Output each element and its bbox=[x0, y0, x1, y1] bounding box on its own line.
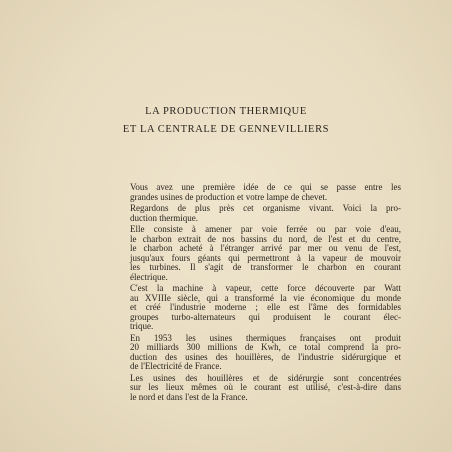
text-line: de l'Electricité de France. bbox=[130, 361, 222, 371]
paragraph bbox=[116, 374, 401, 403]
chapter-title bbox=[0, 103, 452, 139]
text-line: Elle consiste à amener par voie ferrée ou par voie d'eau, bbox=[130, 224, 401, 234]
text-line: trique. bbox=[130, 321, 154, 331]
paragraph bbox=[116, 334, 401, 372]
text-line: électrique. bbox=[130, 271, 168, 282]
text-line: Regardons de plus près cet organisme vivant. Voici la pro- bbox=[130, 203, 401, 213]
text-line: le nord et dans l'est de la France. bbox=[130, 391, 248, 402]
text-line: C'est la machine à vapeur, cette force découverte par Watt bbox=[130, 283, 401, 293]
paragraph bbox=[116, 183, 401, 202]
text-line: au XVIIIe siècle, qui a transformé la vie économique du monde bbox=[130, 292, 401, 303]
paragraph bbox=[116, 284, 401, 332]
text-line: le charbon acheté à l'étranger arrivé par mer ou venu de l'est, bbox=[130, 243, 401, 253]
text-line: jusqu'aux fours géants qui permettront à la vapeur de mouvoir bbox=[130, 252, 401, 263]
paragraph bbox=[116, 204, 401, 223]
paragraph bbox=[116, 225, 401, 282]
chapter-title-line-2: ET LA CENTRALE DE GENNEVILLIERS bbox=[122, 124, 330, 135]
text-line: Les usines des houillères et de sidérurgie sont concentrées bbox=[130, 372, 401, 383]
text-line: En 1953 les usines thermiques françaises ont produit bbox=[130, 332, 401, 343]
text-line: groupes turbo-alternateurs qui produisent le courant élec- bbox=[130, 311, 401, 322]
text-line: duction des usines des houillères, de l'industrie sidérurgique et bbox=[130, 351, 401, 362]
text-line: grandes usines de production et votre lampe de chevet. bbox=[130, 191, 328, 202]
chapter-title-line-1: LA PRODUCTION THERMIQUE bbox=[145, 106, 307, 117]
text-line: duction thermique. bbox=[130, 212, 198, 223]
body-text bbox=[116, 183, 401, 404]
text-line: Vous avez une première idée de ce qui se passe entre les bbox=[130, 182, 401, 192]
text-line: les turbines. Il s'agit de transformer le charbon en courant bbox=[130, 262, 401, 272]
text-line: le charbon extrait de nos bassins du nord, de l'est et du centre, bbox=[130, 233, 401, 244]
text-line: sur les lieux mêmes où le courant est utilisé, c'est-à-dire dans bbox=[130, 382, 401, 392]
text-line: et créé l'industrie moderne ; elle est l'âme des formidables bbox=[130, 302, 401, 312]
text-line: 20 milliards 300 millions de Kwh, ce total comprend la pro- bbox=[130, 342, 401, 352]
